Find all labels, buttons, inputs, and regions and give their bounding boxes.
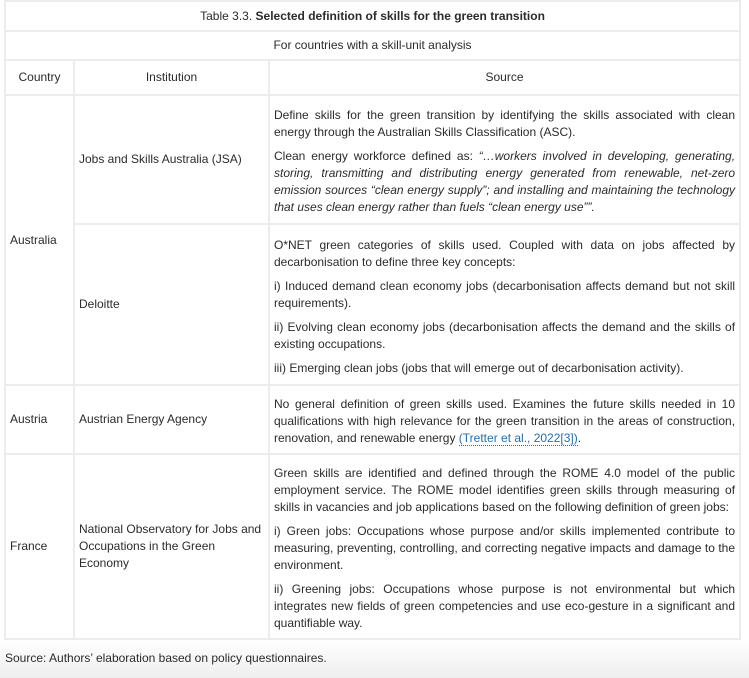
country-cell: France bbox=[5, 454, 74, 639]
source-paragraph-text: No general definition of green skills used. Examines the future skills needed in 10 qualifications with high relevance for the green transition in the areas of construction, renovation, and renewable energy bbox=[274, 397, 736, 445]
source-paragraph: iii) Emerging clean jobs (jobs that will emerge out of decarbonisation activity). bbox=[274, 360, 684, 375]
source-paragraph: ii) Greening jobs: Occupations whose purpose is not environmental but which integrates new fields of green competencies and use eco-gesture in a significant and quantifiable way. bbox=[274, 582, 736, 630]
source-paragraph: Green skills are identified and defined through the ROME 4.0 model of the public employment service. The ROME model identifies green skills through measuring of skills in vacancies and job applications based on the following definition of green jobs: bbox=[274, 466, 736, 514]
institution-cell: Deloitte bbox=[74, 224, 269, 385]
source-paragraph: O*NET green categories of skills used. Coupled with data on jobs affected by decarbonisation to define three key concepts: bbox=[274, 237, 736, 269]
reference-link[interactable]: (Tretter et al., 2022[3]) bbox=[458, 431, 578, 445]
table-subtitle: For countries with a skill-unit analysis bbox=[5, 31, 740, 60]
source-paragraph: Define skills for the green transition by identifying the skills associated with clean energy through the Australian Skills Classification (ASC). bbox=[274, 108, 736, 139]
source-paragraph bbox=[274, 396, 735, 447]
institution-cell: Austrian Energy Agency bbox=[74, 385, 269, 454]
source-paragraph bbox=[274, 148, 735, 216]
source-cell bbox=[269, 95, 740, 224]
source-quote: “…workers involved in developing, generating, storing, transmitting and distributing energy generated from renewable, net-zero emission sources “clean energy supply”; and installing and maintaining the technology that uses clean energy rather than fuels “clean energy use””. bbox=[274, 149, 736, 214]
source-paragraph-lead: Clean energy workforce defined as: bbox=[274, 149, 479, 163]
table-row bbox=[5, 385, 740, 454]
table-row bbox=[5, 224, 740, 385]
institution-cell: National Observatory for Jobs and Occupations in the Green Economy bbox=[74, 454, 269, 639]
source-note: Source: Authors’ elaboration based on policy questionnaires. bbox=[5, 651, 327, 665]
institution-cell: Jobs and Skills Australia (JSA) bbox=[74, 95, 269, 224]
table-title-text: Selected definition of skills for the green transition bbox=[255, 8, 545, 23]
source-cell bbox=[269, 454, 740, 639]
column-header-country: Country bbox=[5, 60, 74, 95]
table-title bbox=[5, 1, 740, 31]
table-number: Table 3.3. bbox=[200, 8, 253, 23]
table-row bbox=[5, 95, 740, 224]
source-paragraph: ii) Evolving clean economy jobs (decarbonisation affects the demand and the skills of existing occupations. bbox=[274, 319, 736, 351]
source-cell bbox=[269, 224, 740, 385]
table-row bbox=[5, 454, 740, 639]
source-paragraph: i) Green jobs: Occupations whose purpose and/or skills implemented contribute to measuring, preventing, controlling, and correcting negative impacts and damage to the environment. bbox=[274, 524, 736, 572]
source-paragraph: i) Induced demand clean economy jobs (decarbonisation affects demand but not skill requirements). bbox=[274, 278, 736, 310]
column-header-source: Source bbox=[269, 60, 740, 95]
skills-definition-table bbox=[4, 0, 741, 640]
country-cell: Australia bbox=[5, 95, 74, 385]
reference-suffix: . bbox=[577, 431, 582, 445]
source-cell bbox=[269, 385, 740, 454]
country-cell: Austria bbox=[5, 385, 74, 454]
column-header-institution: Institution bbox=[74, 60, 269, 95]
